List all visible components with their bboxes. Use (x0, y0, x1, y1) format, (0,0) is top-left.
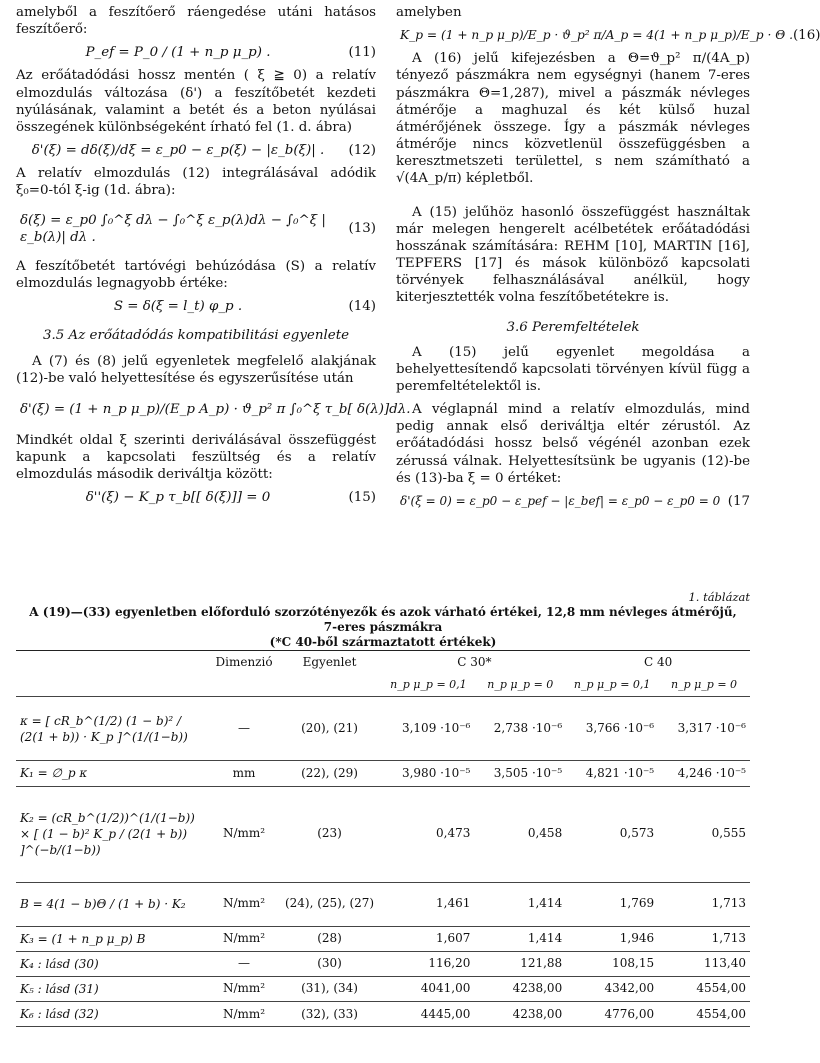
dimension-cell: N/mm² (212, 977, 277, 1002)
value-cell: 3,505 ·10⁻⁵ (474, 761, 566, 786)
value-cell: 1,414 (474, 882, 566, 926)
table-row (16, 786, 750, 882)
value-cell: 121,88 (474, 951, 566, 976)
equation-body: δ''(ξ) − K_p τ_b[[ δ(ξ)]] = 0 (85, 490, 271, 506)
formula-cell: K₄ : lásd (30) (16, 951, 212, 976)
subheader: n_p μ_p = 0 (474, 674, 566, 697)
equation-body: δ'(ξ) = (1 + n_p μ_p)/(E_p A_p) · ϑ_p² π ∫₀^ξ τ_b[ δ(λ)]dλ. (20, 401, 411, 417)
equation-17 (396, 493, 750, 510)
subheader: n_p μ_p = 0 (658, 674, 750, 697)
value-cell: 4238,00 (474, 977, 566, 1002)
table-row (16, 697, 750, 761)
equation-number: (15) (348, 490, 376, 506)
equation-12 (16, 142, 376, 159)
right-column (396, 4, 820, 516)
formula-cell: K₆ : lásd (32) (16, 1002, 212, 1027)
equation-ref-cell: (31), (34) (277, 977, 383, 1002)
paragraph: A (16) jelű kifejezésben a Θ=ϑ_p² π/(4A_p) tényező pászmákra nem egységnyi (hanem 7-eres pászmákra Θ=1,287), mivel a pászmák névleges átmérője a maghuzal és két külső huzal átmérőjének összege. Így a pászmák névleges átmérője nincs közvetlenül összefüggésben a keresztmetszeti területtel, s nem számítható a √(4A_p/π) képletből. (396, 51, 750, 187)
equation-number: (14) (348, 299, 376, 315)
equation-ref-cell: (20), (21) (277, 697, 383, 761)
value-cell: 1,713 (658, 926, 750, 951)
formula-cell: B = 4(1 − b)Θ / (1 + b) · K₂ (16, 882, 212, 926)
table-title-line: (*C 40-ből származtatott értékek) (269, 634, 497, 649)
section-heading: 3.6 Peremfeltételek (506, 319, 640, 335)
formula-cell: K₁ = ∅_p κ (16, 761, 212, 786)
value-cell: 1,713 (658, 882, 750, 926)
table-row (16, 882, 750, 926)
equation-ref-cell: (23) (277, 786, 383, 882)
paragraph: amelyből a feszítőerő ráengedése utáni hatásos feszítőerő: (16, 5, 376, 38)
equation-ref-cell: (24), (25), (27) (277, 882, 383, 926)
value-cell: 1,607 (382, 926, 474, 951)
dimension-cell: N/mm² (212, 926, 277, 951)
equation-body: K_p = (1 + n_p μ_p)/E_p · ϑ_p² π/A_p = 4(1 + n_p μ_p)/E_p · Θ . (400, 27, 793, 42)
value-cell: 113,40 (658, 951, 750, 976)
dimension-cell: — (212, 697, 277, 761)
equation-body: δ'(ξ = 0) = ε_p0 − ε_pef − |ε_bef| = ε_p0 − ε_p0 = 0 (400, 493, 721, 508)
value-cell: 3,980 ·10⁻⁵ (382, 761, 474, 786)
header-cell (16, 651, 212, 675)
equation-body: P_ef = P_0 / (1 + n_p μ_p) . (85, 45, 271, 61)
value-cell: 4041,00 (382, 977, 474, 1002)
value-cell: 0,473 (382, 786, 474, 882)
table-number: 1. táblázat (688, 590, 750, 604)
header-cell (277, 674, 383, 697)
value-cell: 0,458 (474, 786, 566, 882)
subheader: n_p μ_p = 0,1 (382, 674, 474, 697)
equation-number: (17 (727, 493, 750, 509)
paragraph: A feszítőbetét tartóvégi behúzódása (S) a relatív elmozdulás legnagyobb értéke: (16, 258, 376, 292)
value-cell: 0,555 (658, 786, 750, 882)
dimension-cell: N/mm² (212, 882, 277, 926)
equation-ref-cell: (32), (33) (277, 1002, 383, 1027)
header-c30: C 30* (382, 651, 566, 675)
equation-16 (396, 27, 820, 44)
value-cell: 1,414 (474, 926, 566, 951)
header-cell (212, 674, 277, 697)
value-cell: 4238,00 (474, 1002, 566, 1027)
equation-body: δ'(ξ) = dδ(ξ)/dξ = ε_p0 − ε_p(ξ) − |ε_b(ξ)| . (31, 143, 325, 159)
formula-cell: K₂ = (cR_b^(1/2))^(1/(1−b)) × [ (1 − b)² K_p / (2(1 + b)) ]^(−b/(1−b)) (16, 786, 212, 882)
left-column (16, 4, 411, 513)
equation-15 (16, 489, 376, 506)
table-row (16, 977, 750, 1002)
value-cell: 3,109 ·10⁻⁶ (382, 697, 474, 761)
table-title-line: A (19)—(33) egyenletben előforduló szorzótényezők és azok várható értékei, 12,8 mm névleges átmérőjű, (29, 604, 737, 619)
header-dimension: Dimenzió (212, 651, 277, 675)
header-equation: Egyenlet (277, 651, 383, 675)
paragraph: A véglapnál mind a relatív elmozdulás, mind pedig annak első deriváltja eltér zérustól. Az erőátadódási hossz belső végénél azonban ezek zérussá válnak. Helyettesítsünk be ugyanis (12)-be és (13)-ba ξ = 0 értéket: (396, 402, 750, 486)
equation-ref-cell: (22), (29) (277, 761, 383, 786)
dimension-cell: N/mm² (212, 786, 277, 882)
paragraph: A relatív elmozdulás (12) integrálásával adódik ξ₀=0-tól ξ-ig (1d. ábra): (16, 166, 376, 199)
equation-ref-cell: (28) (277, 926, 383, 951)
equation-unnumbered (16, 401, 411, 418)
equation-14 (16, 298, 376, 315)
dimension-cell: mm (212, 761, 277, 786)
equation-body: δ(ξ) = ε_p0 ∫₀^ξ dλ − ∫₀^ξ ε_p(λ)dλ − ∫₀^ξ |ε_b(λ)| dλ . (20, 212, 326, 245)
formula-cell: K₅ : lásd (31) (16, 977, 212, 1002)
value-cell: 2,738 ·10⁻⁶ (474, 697, 566, 761)
value-cell: 4554,00 (658, 977, 750, 1002)
table-row (16, 951, 750, 976)
value-cell: 4,821 ·10⁻⁵ (566, 761, 658, 786)
table-title-line: 7-eres pászmákra (323, 619, 443, 634)
formula-cell: K₃ = (1 + n_p μ_p) B (16, 926, 212, 951)
value-cell: 1,946 (566, 926, 658, 951)
formula-cell: κ = [ cR_b^(1/2) (1 − b)² / (2(1 + b)) · K_p ]^(1/(1−b)) (16, 697, 212, 761)
paragraph: A (7) és (8) jelű egyenletek megfelelő alakjának (12)-be való helyettesítése és egyszerűsítése után (16, 353, 376, 386)
value-cell: 3,317 ·10⁻⁶ (658, 697, 750, 761)
dimension-cell: N/mm² (212, 1002, 277, 1027)
equation-body: S = δ(ξ = l_t) φ_p . (113, 299, 243, 315)
value-cell: 4,246 ·10⁻⁵ (658, 761, 750, 786)
value-cell: 0,573 (566, 786, 658, 882)
equation-number: (11) (348, 45, 376, 61)
value-cell: 4554,00 (658, 1002, 750, 1027)
coefficients-table (16, 650, 750, 1027)
paragraph: Az erőátadódási hossz mentén ( ξ ≧ 0) a relatív elmozdulás változása (δ') a feszítőbetét kezdeti nyúlásának, valamint a betét és a beton nyúlásai összegének különbségeként írható fel (1. d. ábra) (16, 68, 376, 135)
table-caption (16, 590, 750, 650)
equation-11 (16, 44, 376, 61)
paragraph: Mindkét oldal ξ szerinti deriválásával összefüggést kapunk a kapcsolati feszültség és a relatív elmozdulás második deriváltja között: (16, 432, 376, 483)
paragraph: amelyben (396, 5, 462, 20)
header-cell (16, 674, 212, 697)
paragraph: A (15) jelű egyenlet megoldása a behelyettesítendő kapcsolati törvényen kívül függ a peremfeltételektől is. (396, 344, 750, 394)
equation-13 (16, 212, 376, 246)
equation-number: (13) (348, 221, 376, 237)
table-row (16, 1002, 750, 1027)
value-cell: 3,766 ·10⁻⁶ (566, 697, 658, 761)
value-cell: 116,20 (382, 951, 474, 976)
value-cell: 1,461 (382, 882, 474, 926)
section-heading: 3.5 Az erőátadódás kompatibilitási egyenlete (43, 328, 349, 344)
value-cell: 4776,00 (566, 1002, 658, 1027)
header-c40: C 40 (566, 651, 750, 675)
equation-number: (12) (348, 143, 376, 159)
value-cell: 108,15 (566, 951, 658, 976)
paragraph: A (15) jelűhöz hasonló összefüggést használtak már melegen hengerelt acélbetétek erőátadódási hosszának számítására: REHM [10], MARTIN [16], TEPFERS [17] és mások különböző kapcsolati törvények felhasználásával anélkül, hogy kiterjesztették volna feszítőbetétekre is. (396, 204, 750, 306)
dimension-cell: — (212, 951, 277, 976)
table-row (16, 761, 750, 786)
value-cell: 1,769 (566, 882, 658, 926)
value-cell: 4445,00 (382, 1002, 474, 1027)
equation-number: (16) (792, 28, 820, 44)
table-row (16, 926, 750, 951)
value-cell: 4342,00 (566, 977, 658, 1002)
equation-ref-cell: (30) (277, 951, 383, 976)
subheader: n_p μ_p = 0,1 (566, 674, 658, 697)
